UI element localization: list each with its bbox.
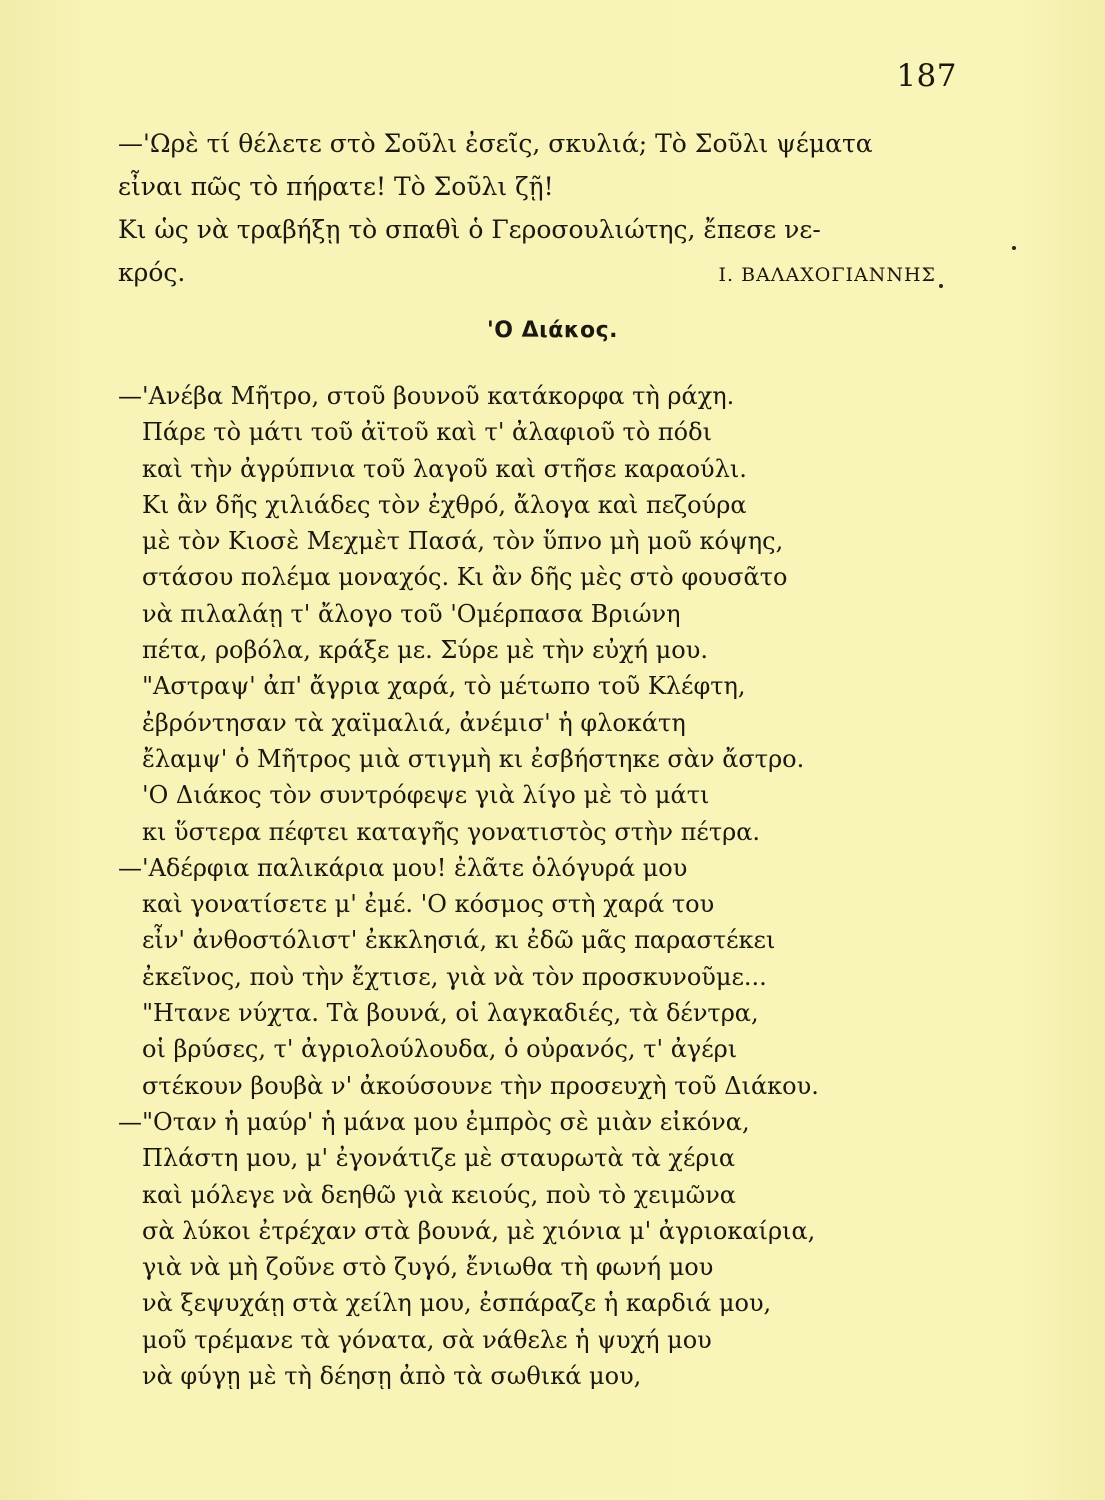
poem-line: Κι ἂν δῆς χιλιάδες τὸν ἐχθρό, ἄλογα καὶ πεζούρα [142,490,747,519]
poem-line: Πλάστη μου, μ' ἐγονάτιζε μὲ σταυρωτὰ τὰ χέρια [142,1144,736,1173]
margin-mark [939,284,943,288]
poem-line: ἐβρόντησαν τὰ χαϊμαλιά, ἀνέμισ' ἡ φλοκάτη [142,708,686,737]
poem-line: νὰ πιλαλάῃ τ' ἄλογο τοῦ 'Ομέρπασα Βριώνη [142,599,681,628]
poem-line: "Ητανε νύχτα. Τὰ βουνά, οἱ λαγκαδιές, τὰ δέντρα, [142,999,759,1028]
prose-line: κρός. [118,258,186,287]
author-signature: Ι. ΒΑΛΑΧΟΓΙΑΝΝΗΣ [718,264,936,286]
page-number: 187 [896,58,957,94]
poem-line: μοῦ τρέμανε τὰ γόνατα, σὰ νάθελε ἡ ψυχή μου [142,1325,712,1354]
poem-line: καὶ μόλεγε νὰ δεηθῶ γιὰ κειούς, ποὺ τὸ χειμῶνα [142,1180,736,1209]
prose-ending [118,122,988,294]
poem-line: νὰ φύγῃ μὲ τὴ δέησῃ ἀπὸ τὰ σωθικά μου, [142,1362,642,1391]
prose-line: —'Ωρὲ τί θέλετε στὸ Σοῦλι ἐσεῖς, σκυλιά; Τὸ Σοῦλι ψέματα [118,129,873,158]
poem-line: 'Ο Διάκος τὸν συντρόφεψε γιὰ λίγο μὲ τὸ μάτι [142,781,710,810]
poem-line: —"Οταν ἡ μαύρ' ἡ μάνα μου ἐμπρὸς σὲ μιὰν εἰκόνα, [118,1107,750,1136]
prose-line: εἶναι πῶς τὸ πήρατε! Τὸ Σοῦλι ζῇ! [118,172,554,201]
poem-line: εἶν' ἀνθοστόλιστ' ἐκκλησιά, κι ἐδῶ μᾶς παραστέκει [142,926,776,955]
poem-line: καὶ τὴν ἀγρύπνια τοῦ λαγοῦ καὶ στῆσε καραούλι. [142,454,747,483]
poem-line: γιὰ νὰ μὴ ζοῦνε στὸ ζυγό, ἔνιωθα τὴ φωνή μου [142,1253,714,1282]
poem-line: νὰ ξεψυχάῃ στὰ χείλη μου, ἐσπάραζε ἡ καρδιά μου, [142,1289,772,1318]
poem-line: ἐκεῖνος, ποὺ τὴν ἔχτισε, γιὰ νὰ τὸν προσκυνοῦμε... [142,962,767,991]
prose-line: Κι ὡς νὰ τραβήξῃ τὸ σπαθὶ ὁ Γεροσουλιώτης, ἔπεσε νε- [118,215,821,244]
poem-line: κι ὕστερα πέφτει καταγῆς γονατιστὸς στὴν πέτρα. [142,817,761,846]
margin-mark [1012,246,1016,250]
poem-line: στέκουν βουβὰ ν' ἀκούσουνε τὴν προσευχὴ τοῦ Διάκου. [142,1071,819,1100]
poem-title: 'Ο Διάκος. [487,318,618,343]
poem-line: Πάρε τὸ μάτι τοῦ ἀϊτοῦ καὶ τ' ἀλαφιοῦ τὸ πόδι [142,418,712,447]
prose-last-line [118,251,988,294]
poem-line: οἱ βρύσες, τ' ἀγριολούλουδα, ὁ οὐρανός, τ' ἀγέρι [142,1035,738,1064]
poem-body [118,378,998,1394]
poem-line: μὲ τὸν Κιοσὲ Μεχμὲτ Πασά, τὸν ὕπνο μὴ μοῦ κόψης, [142,527,784,556]
poem-line: —'Ανέβα Μῆτρο, στοῦ βουνοῦ κατάκορφα τὴ ράχη. [118,382,735,410]
poem-line: "Αστραψ' ἀπ' ἄγρια χαρά, τὸ μέτωπο τοῦ Κλέφτη, [142,672,746,701]
poem-line: —'Αδέρφια παλικάρια μου! ἐλᾶτε ὁλόγυρά μου [118,853,688,882]
poem-line: στάσου πολέμα μοναχός. Κι ἂν δῆς μὲς στὸ φουσᾶτο [142,563,788,592]
poem-line: σὰ λύκοι ἐτρέχαν στὰ βουνά, μὲ χιόνια μ' ἀγριοκαίρια, [142,1216,816,1245]
poem-line: καὶ γονατίσετε μ' ἐμέ. 'Ο κόσμος στὴ χαρά του [142,890,715,919]
poem-line: ἔλαμψ' ὁ Μῆτρος μιὰ στιγμὴ κι ἐσβήστηκε σὰν ἄστρο. [142,744,805,773]
poem-line: πέτα, ροβόλα, κράξε με. Σύρε μὲ τὴν εὐχή μου. [142,636,708,665]
